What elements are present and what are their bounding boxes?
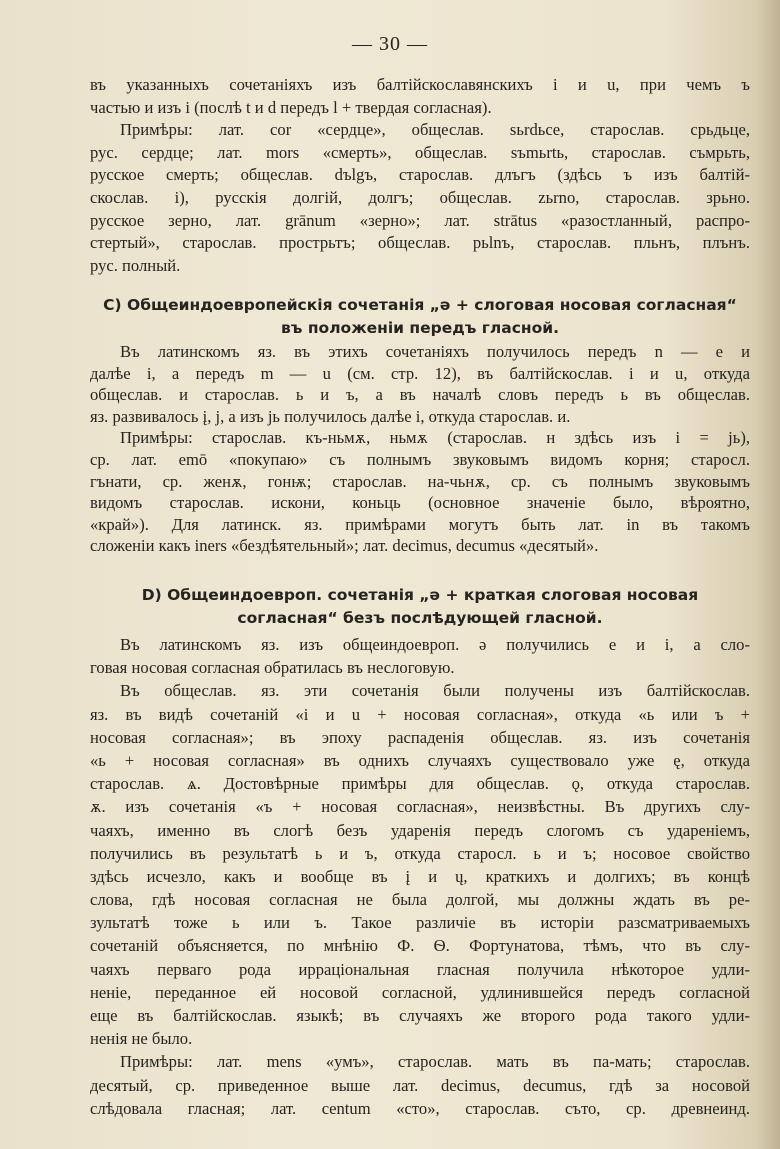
text-line: ненія не было. [90,1029,193,1049]
page-number: — 30 — [352,33,428,55]
text-line: ср. лат. emō «покупаю» съ полнымъ звуковымъ видомъ корня; старосл. [90,449,750,469]
text-line: стертый», старослав. прострьтъ; общеслав. pьlnъ, старослав. пльнъ, плънъ. [90,233,750,253]
text-line: слѣдовала гласная; лат. centum «сто», старослав. съто, ср. древнеинд. [90,1098,750,1118]
text-line: носовая согласная»; въ эпоху распаденія общеслав. яз. изъ сочетанія [90,727,750,747]
text-line: далѣе i, а передъ m — u (см. стр. 12), въ балтійскослав. і и u, откуда [90,363,750,383]
text-line: получились въ результатѣ ь и ъ, откуда старосл. ь и ъ; носовое свойство [90,843,750,863]
text-line: говая носовая согласная обратилась въ неслоговую. [90,658,455,678]
paragraph-section-c [90,341,750,557]
text-line: «ь + носовая согласная» въ однихъ случаяхъ существовало уже ę, откуда [90,750,750,770]
text-line: Примѣры: старослав. къ-ньмѫ, ньмѫ (старослав. н здѣсь изъ i = jь), [120,428,750,448]
text-line: гънати, ср. женѫ, гонѭ; старослав. на-чьнѫ, ср. съ полнымъ звуковымъ [90,471,750,491]
text-line: Въ латинскомъ яз. изъ общеиндоевроп. ə получились e и i, а сло- [120,635,750,654]
text-line: еще въ балтійскослав. языкѣ; въ случаяхъ же второго рода такого удли- [90,1006,750,1025]
text-line: Примѣры: лат. cor «сердце», общеслав. sьrdьce, старослав. срьдьце, [120,120,750,140]
heading-line: согласная“ безъ послѣдующей гласной. [237,609,603,627]
text-line: старослав. ѧ. Достовѣрные примѣры для общеслав. ǫ, откуда старослав. [90,774,750,794]
text-line: Примѣры: лат. mens «умъ», старослав. мать въ па-мать; старослав. [120,1052,750,1072]
text-line: русское зерно, лат. grānum «зерно»; лат. strātus «разостланный, распро- [90,210,750,230]
text-line: частью и изъ і (послѣ t и d передъ l + твердая согласная). [90,97,492,117]
text-line: ѫ. изъ сочетанія «ъ + носовая согласная», неизвѣстны. Въ другихъ слу- [90,797,750,817]
text-line: сочетаній объясняется, по мнѣнію Ф. Ѳ. Фортунатова, тѣмъ, что въ слу- [90,936,750,956]
text-line: здѣсь исчезло, какъ и вообще въ į и ų, краткихъ и долгихъ; въ концѣ [90,866,750,886]
section-heading-c [90,294,750,340]
heading-line: C) Общеиндоевропейскія сочетанія „ə + слоговая носовая согласная“ [103,296,737,314]
text-line: яз. развивалось į, j, а изъ jь получилось далѣе і, откуда старослав. и. [90,406,571,426]
heading-line: D) Общеиндоевроп. сочетанія „ə + краткая слоговая носовая [141,586,699,604]
text-line: десятый, ср. приведенное выше лат. decimus, decumus, гдѣ за носовой [90,1075,750,1095]
text-line: сложеніи какъ iners «бездѣятельный»; лат. decimus, decumus «десятый». [90,536,599,556]
text-line: въ указанныхъ сочетаніяхъ изъ балтійскославянскихъ і и u, при чемъ ъ [90,75,750,94]
section-heading-d [90,584,750,630]
text-line: общеслав. и старослав. ь и ъ, а въ началѣ словъ передъ ь въ общеслав. [90,385,750,405]
text-line: чаяхъ, именно въ слогѣ безъ ударенія передъ слогомъ съ удареніемъ, [90,820,750,840]
text-line: слова, гдѣ носовая согласная не была долгой, мы должны ждать въ ре- [90,890,750,910]
text-line: неніе, переданное ей носовой согласной, удлинившейся передъ согласной [90,982,750,1002]
text-line: Въ латинскомъ яз. въ этихъ сочетаніяхъ получилось передъ n — e и [120,342,750,361]
paragraph-section-d [90,633,750,1120]
text-line: чаяхъ перваго рода ирраціональная гласная получила нѣкоторое удли- [90,959,750,979]
heading-line: въ положеніи передъ гласной. [280,319,560,337]
text-line: рус. сердце; лат. mors «смерть», общеслав. sъmьrtь, старослав. съмрьть, [90,142,750,162]
text-line: «край»). Для латинск. яз. примѣрами могутъ быть лат. in въ такомъ [90,514,750,534]
text-line: зультатѣ тоже ь или ъ. Такое различіе въ исторіи разсматриваемыхъ [90,913,750,933]
text-line: скослав. і), русскія долгій, долгъ; общеслав. zьrno, старослав. зрьно. [90,187,750,207]
paragraph-intro [90,74,750,277]
text-line: Въ общеслав. яз. эти сочетанія были получены изъ балтійскослав. [120,681,750,701]
text-line: рус. полный. [90,255,181,275]
text-line: видомъ старослав. искони, коньць (основное значеніе было, вѣроятно, [90,493,750,513]
text-line: яз. въ видѣ сочетаній «i и u + носовая согласная», откуда «ь или ъ + [90,704,750,724]
text-line: русское смерть; общеслав. dъlgъ, старослав. длъгъ (здѣсь ъ изъ балтій- [90,165,750,185]
